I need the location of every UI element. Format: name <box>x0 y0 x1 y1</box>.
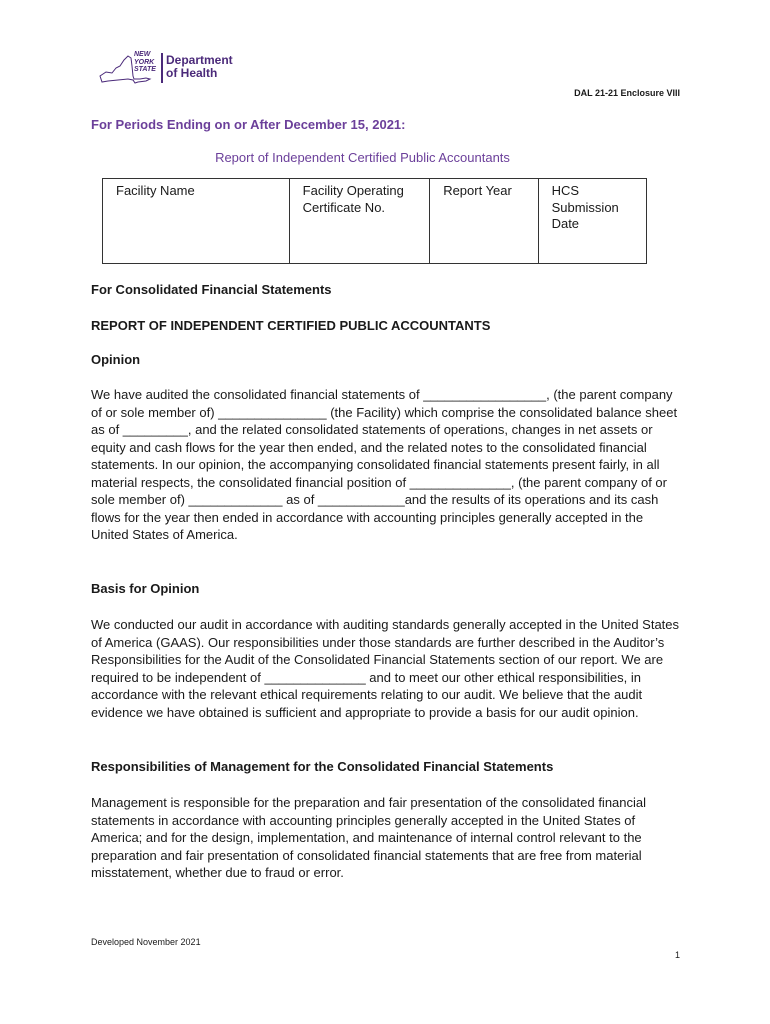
report-title: Report of Independent Certified Public Accountants <box>215 150 510 165</box>
consolidated-heading: For Consolidated Financial Statements <box>91 282 332 297</box>
report-heading: REPORT OF INDEPENDENT CERTIFIED PUBLIC ACCOUNTANTS <box>91 318 491 333</box>
management-heading: Responsibilities of Management for the Consolidated Financial Statements <box>91 759 554 774</box>
logo-dept-line2: of Health <box>166 65 218 80</box>
facility-info-table <box>102 178 647 264</box>
management-paragraph: Management is responsible for the preparation and fair presentation of the consolidated financial statements in accordance with accounting principles generally accepted in the United States of America; and for the design, implementation, and maintenance of internal control relevant to the preparation and fair presentation of consolidated financial statements that are free from material misstatement, whether due to fraud or error. <box>91 795 647 880</box>
document-code: DAL 21-21 Enclosure VIII <box>574 88 680 98</box>
logo-department-text <box>166 54 233 79</box>
nys-doh-logo <box>98 48 268 88</box>
logo-state-text: NEW YORK STATE <box>134 51 156 73</box>
basis-paragraph: We conducted our audit in accordance with auditing standards generally accepted in the United States of America (GAAS). Our responsibilities under those standards are further described in the Auditor’s Responsibilities for the Audit of the Consolidated Financial Statements section of our report. We are required to be independent of ______________ and to meet our other ethical responsibilities, in accordance with the relevant ethical requirements relating to our audit. We believe that the audit evidence we have obtained is sufficient and appropriate to provide a basis for our audit opinion. <box>91 617 680 720</box>
opinion-paragraph: We have audited the consolidated financial statements of _________________, (the parent company of or sole member of) _______________ (the Facility) which comprise the consolidated balance sheet as of _________, and the related consolidated statements of operations, changes in net assets or equity and cash flows for the year then ended, and the related notes to the consolidated financial statements. In our opinion, the accompanying consolidated financial statements present fairly, in all material respects, the consolidated financial position of ______________, (the parent company of or sole member of) _____________ as of ____________and the results of its operations and its cash flows for the year then ended in accordance with accounting principles generally accepted in the United States of America. <box>91 387 678 542</box>
opinion-heading: Opinion <box>91 352 141 367</box>
cell-operating-cert: Facility Operating Certificate No. <box>289 179 430 264</box>
logo-divider <box>161 53 163 83</box>
logo-dept-line1: Department <box>166 53 233 67</box>
page-number: 1 <box>674 950 680 960</box>
basis-heading: Basis for Opinion <box>91 581 200 596</box>
periods-heading: For Periods Ending on or After December 15, 2021: <box>91 117 406 132</box>
cell-facility-name: Facility Name <box>103 179 290 264</box>
cell-hcs-date: HCS Submission Date <box>538 179 646 264</box>
cell-report-year: Report Year <box>430 179 538 264</box>
developed-date: Developed November 2021 <box>91 937 201 947</box>
